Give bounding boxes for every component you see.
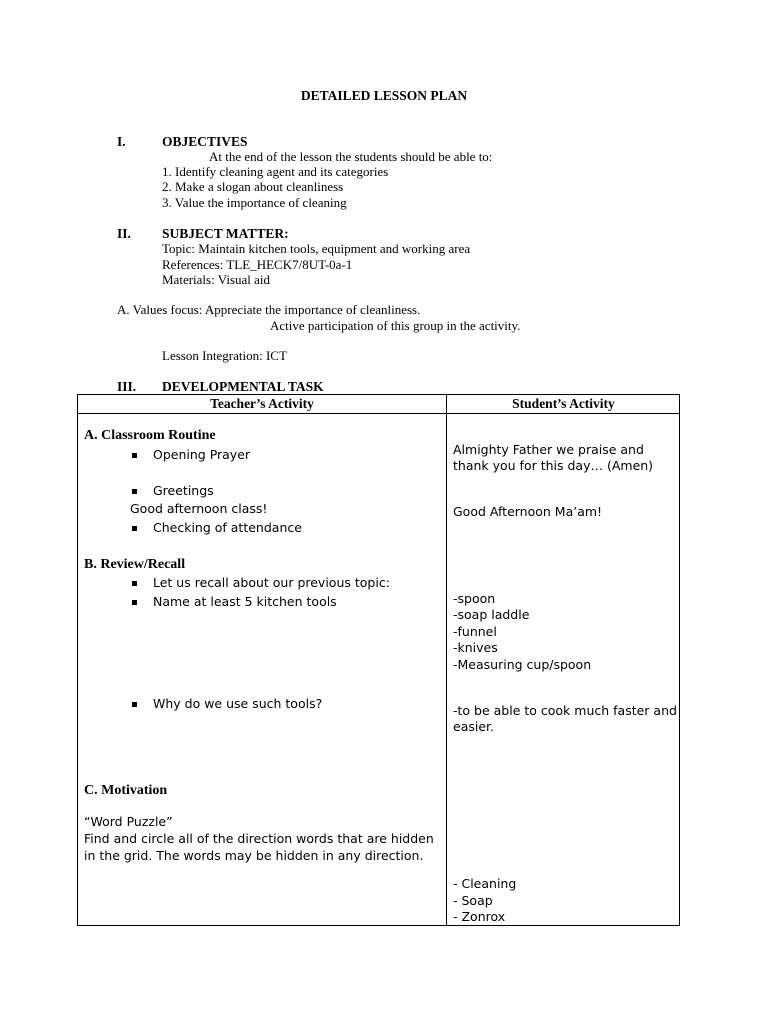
student-puzzle-answer-1: - Cleaning	[453, 876, 517, 891]
objectives-numeral: I.	[117, 134, 126, 149]
teacher-good-afternoon: Good afternoon class!	[130, 501, 268, 516]
bullet-icon	[132, 453, 137, 458]
student-tool-1: -spoon	[453, 591, 496, 606]
student-prayer-line-2: thank you for this day… (Amen)	[453, 458, 654, 473]
bullet-icon	[132, 600, 137, 605]
student-why-line-2: easier.	[453, 719, 494, 734]
lesson-integration: Lesson Integration: ICT	[162, 348, 287, 363]
student-puzzle-answer-2: - Soap	[453, 893, 493, 908]
teacher-why-tools: Why do we use such tools?	[153, 696, 323, 711]
subject-materials: Materials: Visual aid	[162, 272, 271, 287]
objective-item-2: 2. Make a slogan about cleanliness	[162, 179, 344, 194]
teacher-word-puzzle: “Word Puzzle”	[84, 814, 173, 829]
column-divider	[446, 395, 447, 925]
bullet-icon	[132, 702, 137, 707]
objective-item-3: 3. Value the importance of cleaning	[162, 195, 347, 210]
values-participation: Active participation of this group in the activity.	[270, 318, 521, 333]
subject-topic: Topic: Maintain kitchen tools, equipment and working area	[162, 241, 471, 256]
developmental-numeral: III.	[117, 379, 137, 394]
section-classroom-routine: A. Classroom Routine	[84, 428, 216, 443]
objectives-intro: At the end of the lesson the students should be able to:	[209, 149, 493, 164]
teacher-attendance: Checking of attendance	[153, 520, 302, 535]
objective-item-1: 1. Identify cleaning agent and its categories	[162, 164, 389, 179]
student-tool-4: -knives	[453, 640, 498, 655]
teacher-puzzle-line-1: Find and circle all of the direction words that are hidden	[84, 831, 434, 846]
bullet-icon	[132, 526, 137, 531]
objectives-heading: OBJECTIVES	[162, 134, 248, 149]
developmental-heading: DEVELOPMENTAL TASK	[162, 379, 324, 394]
subject-references: References: TLE_HECK7/8UT-0a-1	[162, 257, 353, 272]
student-prayer-line-1: Almighty Father we praise and	[453, 442, 644, 457]
student-tool-2: -soap laddle	[453, 607, 530, 622]
student-tool-5: -Measuring cup/spoon	[453, 657, 592, 672]
student-greeting: Good Afternoon Ma’am!	[453, 504, 603, 519]
section-review-recall: B. Review/Recall	[84, 557, 186, 572]
section-motivation: C. Motivation	[84, 783, 168, 798]
teacher-recall: Let us recall about our previous topic:	[153, 575, 390, 590]
teacher-name-tools: Name at least 5 kitchen tools	[153, 594, 337, 609]
teacher-puzzle-line-2: in the grid. The words may be hidden in any direction.	[84, 848, 424, 863]
student-why-line-1: -to be able to cook much faster and	[453, 703, 677, 718]
student-activity-header: Student’s Activity	[512, 396, 615, 411]
subject-matter-heading: SUBJECT MATTER:	[162, 226, 289, 241]
header-divider	[78, 413, 679, 414]
subject-matter-numeral: II.	[117, 226, 131, 241]
activity-table	[77, 394, 680, 926]
teacher-opening-prayer: Opening Prayer	[153, 447, 251, 462]
student-tool-3: -funnel	[453, 624, 497, 639]
bullet-icon	[132, 581, 137, 586]
teacher-greetings: Greetings	[153, 483, 214, 498]
student-puzzle-answer-3: - Zonrox	[453, 909, 506, 924]
teacher-activity-header: Teacher’s Activity	[210, 396, 314, 411]
document-title: DETAILED LESSON PLAN	[300, 88, 468, 103]
values-focus: A. Values focus: Appreciate the importance of cleanliness.	[117, 302, 421, 317]
bullet-icon	[132, 489, 137, 494]
